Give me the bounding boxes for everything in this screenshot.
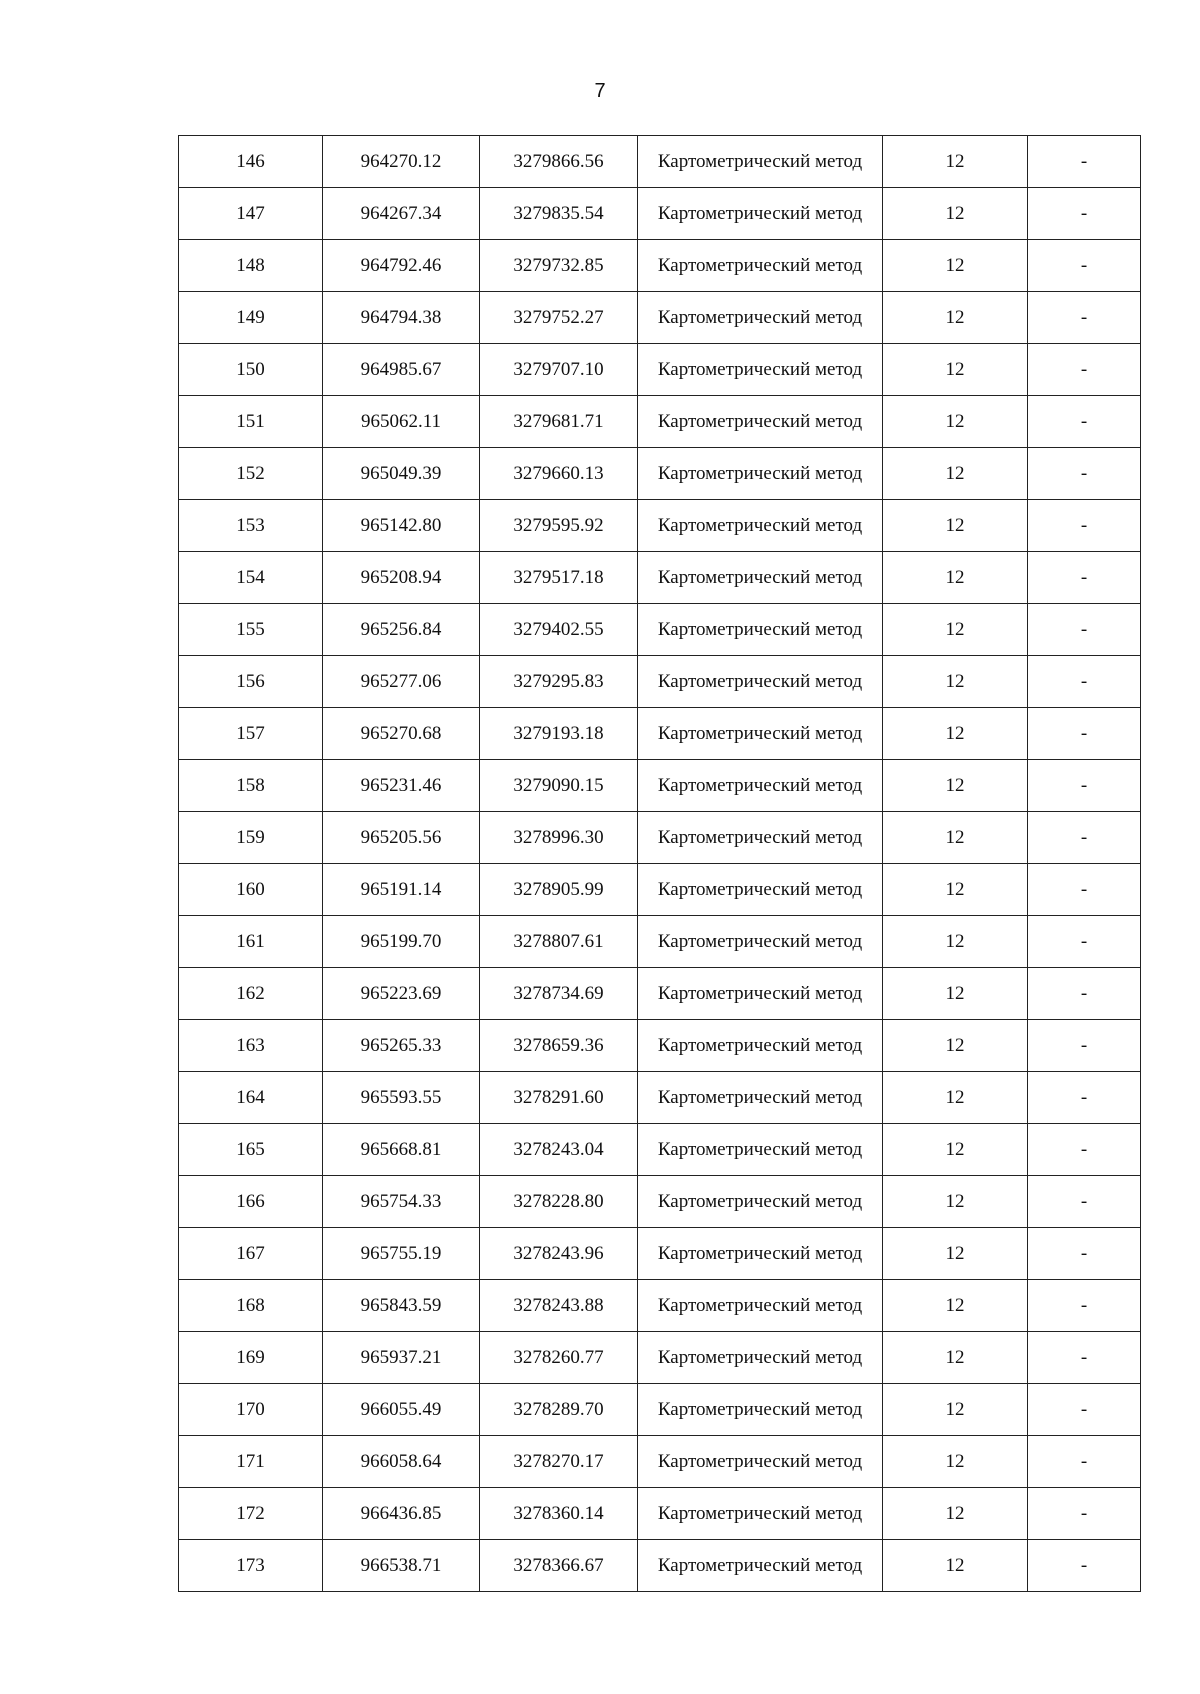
accuracy-cell: 12: [883, 708, 1028, 760]
point-number-cell: 161: [179, 916, 323, 968]
accuracy-cell: 12: [883, 1332, 1028, 1384]
point-number-cell: 166: [179, 1176, 323, 1228]
y-coordinate-cell: 3279835.54: [480, 188, 638, 240]
x-coordinate-cell: 965191.14: [323, 864, 480, 916]
accuracy-cell: 12: [883, 344, 1028, 396]
x-coordinate-cell: 965668.81: [323, 1124, 480, 1176]
x-coordinate-cell: 965062.11: [323, 396, 480, 448]
y-coordinate-cell: 3278243.88: [480, 1280, 638, 1332]
table-row: [179, 656, 1141, 708]
method-cell: Картометрический метод: [638, 396, 883, 448]
y-coordinate-cell: 3278366.67: [480, 1540, 638, 1592]
note-cell: -: [1028, 500, 1141, 552]
accuracy-cell: 12: [883, 864, 1028, 916]
note-cell: -: [1028, 1436, 1141, 1488]
x-coordinate-cell: 966058.64: [323, 1436, 480, 1488]
accuracy-cell: 12: [883, 1488, 1028, 1540]
x-coordinate-cell: 966055.49: [323, 1384, 480, 1436]
method-cell: Картометрический метод: [638, 968, 883, 1020]
accuracy-cell: 12: [883, 916, 1028, 968]
point-number-cell: 152: [179, 448, 323, 500]
note-cell: -: [1028, 344, 1141, 396]
y-coordinate-cell: 3279295.83: [480, 656, 638, 708]
y-coordinate-cell: 3279752.27: [480, 292, 638, 344]
y-coordinate-cell: 3279402.55: [480, 604, 638, 656]
x-coordinate-cell: 964794.38: [323, 292, 480, 344]
x-coordinate-cell: 965277.06: [323, 656, 480, 708]
point-number-cell: 172: [179, 1488, 323, 1540]
x-coordinate-cell: 965754.33: [323, 1176, 480, 1228]
note-cell: -: [1028, 1124, 1141, 1176]
note-cell: -: [1028, 396, 1141, 448]
accuracy-cell: 12: [883, 1072, 1028, 1124]
table-row: [179, 1020, 1141, 1072]
note-cell: -: [1028, 1540, 1141, 1592]
note-cell: -: [1028, 136, 1141, 188]
method-cell: Картометрический метод: [638, 1436, 883, 1488]
x-coordinate-cell: 965265.33: [323, 1020, 480, 1072]
method-cell: Картометрический метод: [638, 708, 883, 760]
table-row: [179, 968, 1141, 1020]
note-cell: -: [1028, 812, 1141, 864]
table-row: [179, 552, 1141, 604]
y-coordinate-cell: 3278905.99: [480, 864, 638, 916]
method-cell: Картометрический метод: [638, 292, 883, 344]
x-coordinate-cell: 965937.21: [323, 1332, 480, 1384]
coordinates-table-body: [179, 136, 1141, 1592]
accuracy-cell: 12: [883, 656, 1028, 708]
accuracy-cell: 12: [883, 500, 1028, 552]
x-coordinate-cell: 965208.94: [323, 552, 480, 604]
note-cell: -: [1028, 604, 1141, 656]
method-cell: Картометрический метод: [638, 1228, 883, 1280]
point-number-cell: 168: [179, 1280, 323, 1332]
point-number-cell: 146: [179, 136, 323, 188]
method-cell: Картометрический метод: [638, 1540, 883, 1592]
x-coordinate-cell: 965199.70: [323, 916, 480, 968]
note-cell: -: [1028, 240, 1141, 292]
note-cell: -: [1028, 864, 1141, 916]
y-coordinate-cell: 3279732.85: [480, 240, 638, 292]
accuracy-cell: 12: [883, 1176, 1028, 1228]
y-coordinate-cell: 3278228.80: [480, 1176, 638, 1228]
table-row: [179, 1384, 1141, 1436]
x-coordinate-cell: 965256.84: [323, 604, 480, 656]
table-row: [179, 760, 1141, 812]
method-cell: Картометрический метод: [638, 656, 883, 708]
point-number-cell: 149: [179, 292, 323, 344]
page-number: 7: [594, 80, 606, 102]
point-number-cell: 163: [179, 1020, 323, 1072]
table-row: [179, 240, 1141, 292]
table-row: [179, 1280, 1141, 1332]
table-row: [179, 136, 1141, 188]
point-number-cell: 153: [179, 500, 323, 552]
method-cell: Картометрический метод: [638, 552, 883, 604]
method-cell: Картометрический метод: [638, 188, 883, 240]
note-cell: -: [1028, 1332, 1141, 1384]
accuracy-cell: 12: [883, 1228, 1028, 1280]
accuracy-cell: 12: [883, 604, 1028, 656]
method-cell: Картометрический метод: [638, 604, 883, 656]
method-cell: Картометрический метод: [638, 1020, 883, 1072]
point-number-cell: 150: [179, 344, 323, 396]
point-number-cell: 165: [179, 1124, 323, 1176]
table-row: [179, 1436, 1141, 1488]
accuracy-cell: 12: [883, 448, 1028, 500]
point-number-cell: 157: [179, 708, 323, 760]
point-number-cell: 160: [179, 864, 323, 916]
note-cell: -: [1028, 1228, 1141, 1280]
x-coordinate-cell: 965142.80: [323, 500, 480, 552]
accuracy-cell: 12: [883, 240, 1028, 292]
y-coordinate-cell: 3278360.14: [480, 1488, 638, 1540]
table-row: [179, 396, 1141, 448]
note-cell: -: [1028, 1384, 1141, 1436]
accuracy-cell: 12: [883, 1124, 1028, 1176]
note-cell: -: [1028, 552, 1141, 604]
point-number-cell: 147: [179, 188, 323, 240]
point-number-cell: 171: [179, 1436, 323, 1488]
accuracy-cell: 12: [883, 552, 1028, 604]
point-number-cell: 154: [179, 552, 323, 604]
note-cell: -: [1028, 292, 1141, 344]
y-coordinate-cell: 3279517.18: [480, 552, 638, 604]
table-row: [179, 916, 1141, 968]
table-row: [179, 344, 1141, 396]
method-cell: Картометрический метод: [638, 1332, 883, 1384]
x-coordinate-cell: 966538.71: [323, 1540, 480, 1592]
method-cell: Картометрический метод: [638, 1176, 883, 1228]
accuracy-cell: 12: [883, 1384, 1028, 1436]
accuracy-cell: 12: [883, 1020, 1028, 1072]
x-coordinate-cell: 965593.55: [323, 1072, 480, 1124]
table-row: [179, 1228, 1141, 1280]
method-cell: Картометрический метод: [638, 448, 883, 500]
table-row: [179, 1176, 1141, 1228]
method-cell: Картометрический метод: [638, 864, 883, 916]
y-coordinate-cell: 3279681.71: [480, 396, 638, 448]
accuracy-cell: 12: [883, 136, 1028, 188]
table-row: [179, 1488, 1141, 1540]
table-row: [179, 864, 1141, 916]
point-number-cell: 151: [179, 396, 323, 448]
x-coordinate-cell: 965231.46: [323, 760, 480, 812]
accuracy-cell: 12: [883, 760, 1028, 812]
coordinates-table: [178, 135, 1141, 1592]
method-cell: Картометрический метод: [638, 1124, 883, 1176]
y-coordinate-cell: 3278243.04: [480, 1124, 638, 1176]
method-cell: Картометрический метод: [638, 136, 883, 188]
x-coordinate-cell: 965270.68: [323, 708, 480, 760]
y-coordinate-cell: 3279660.13: [480, 448, 638, 500]
x-coordinate-cell: 964267.34: [323, 188, 480, 240]
accuracy-cell: 12: [883, 1540, 1028, 1592]
method-cell: Картометрический метод: [638, 240, 883, 292]
note-cell: -: [1028, 656, 1141, 708]
table-row: [179, 292, 1141, 344]
table-row: [179, 1124, 1141, 1176]
note-cell: -: [1028, 1488, 1141, 1540]
y-coordinate-cell: 3278291.60: [480, 1072, 638, 1124]
note-cell: -: [1028, 1176, 1141, 1228]
x-coordinate-cell: 965223.69: [323, 968, 480, 1020]
method-cell: Картометрический метод: [638, 916, 883, 968]
note-cell: -: [1028, 448, 1141, 500]
y-coordinate-cell: 3278260.77: [480, 1332, 638, 1384]
point-number-cell: 148: [179, 240, 323, 292]
note-cell: -: [1028, 968, 1141, 1020]
method-cell: Картометрический метод: [638, 1384, 883, 1436]
method-cell: Картометрический метод: [638, 812, 883, 864]
note-cell: -: [1028, 1280, 1141, 1332]
accuracy-cell: 12: [883, 1436, 1028, 1488]
note-cell: -: [1028, 188, 1141, 240]
accuracy-cell: 12: [883, 188, 1028, 240]
method-cell: Картометрический метод: [638, 1072, 883, 1124]
y-coordinate-cell: 3279866.56: [480, 136, 638, 188]
x-coordinate-cell: 964270.12: [323, 136, 480, 188]
y-coordinate-cell: 3279707.10: [480, 344, 638, 396]
point-number-cell: 164: [179, 1072, 323, 1124]
x-coordinate-cell: 965843.59: [323, 1280, 480, 1332]
x-coordinate-cell: 965049.39: [323, 448, 480, 500]
x-coordinate-cell: 965205.56: [323, 812, 480, 864]
point-number-cell: 158: [179, 760, 323, 812]
x-coordinate-cell: 965755.19: [323, 1228, 480, 1280]
note-cell: -: [1028, 916, 1141, 968]
accuracy-cell: 12: [883, 1280, 1028, 1332]
accuracy-cell: 12: [883, 396, 1028, 448]
method-cell: Картометрический метод: [638, 760, 883, 812]
y-coordinate-cell: 3278243.96: [480, 1228, 638, 1280]
y-coordinate-cell: 3279595.92: [480, 500, 638, 552]
table-row: [179, 708, 1141, 760]
method-cell: Картометрический метод: [638, 500, 883, 552]
point-number-cell: 173: [179, 1540, 323, 1592]
y-coordinate-cell: 3278289.70: [480, 1384, 638, 1436]
table-row: [179, 604, 1141, 656]
y-coordinate-cell: 3279193.18: [480, 708, 638, 760]
table-row: [179, 1540, 1141, 1592]
note-cell: -: [1028, 760, 1141, 812]
table-row: [179, 1072, 1141, 1124]
y-coordinate-cell: 3278734.69: [480, 968, 638, 1020]
table-row: [179, 812, 1141, 864]
note-cell: -: [1028, 1020, 1141, 1072]
point-number-cell: 159: [179, 812, 323, 864]
y-coordinate-cell: 3278807.61: [480, 916, 638, 968]
point-number-cell: 169: [179, 1332, 323, 1384]
point-number-cell: 167: [179, 1228, 323, 1280]
note-cell: -: [1028, 1072, 1141, 1124]
y-coordinate-cell: 3278659.36: [480, 1020, 638, 1072]
x-coordinate-cell: 964985.67: [323, 344, 480, 396]
method-cell: Картометрический метод: [638, 1488, 883, 1540]
accuracy-cell: 12: [883, 292, 1028, 344]
note-cell: -: [1028, 708, 1141, 760]
x-coordinate-cell: 966436.85: [323, 1488, 480, 1540]
point-number-cell: 155: [179, 604, 323, 656]
table-row: [179, 500, 1141, 552]
method-cell: Картометрический метод: [638, 1280, 883, 1332]
x-coordinate-cell: 964792.46: [323, 240, 480, 292]
accuracy-cell: 12: [883, 812, 1028, 864]
method-cell: Картометрический метод: [638, 344, 883, 396]
table-row: [179, 448, 1141, 500]
point-number-cell: 162: [179, 968, 323, 1020]
accuracy-cell: 12: [883, 968, 1028, 1020]
table-row: [179, 188, 1141, 240]
table-row: [179, 1332, 1141, 1384]
y-coordinate-cell: 3278996.30: [480, 812, 638, 864]
y-coordinate-cell: 3278270.17: [480, 1436, 638, 1488]
point-number-cell: 156: [179, 656, 323, 708]
point-number-cell: 170: [179, 1384, 323, 1436]
y-coordinate-cell: 3279090.15: [480, 760, 638, 812]
